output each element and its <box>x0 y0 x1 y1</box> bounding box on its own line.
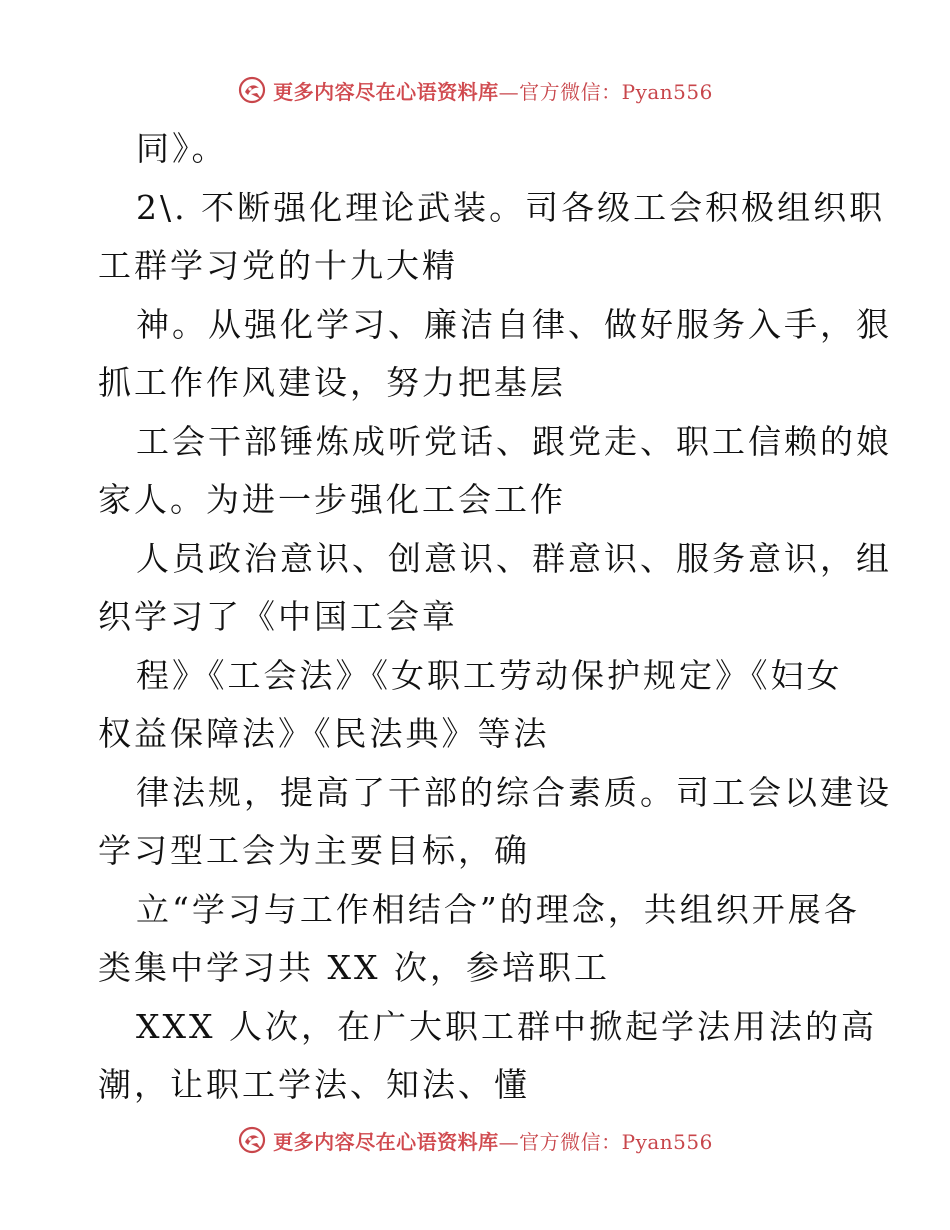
header-watermark <box>0 70 950 110</box>
text-line: 类集中学习共 XX 次，参培职工 <box>98 948 610 987</box>
header-wechat-text: 官方微信：Pyan556 <box>519 79 713 104</box>
footer-watermark <box>0 1120 950 1160</box>
text-line: 工会干部锤炼成听党话、跟党走、职工信赖的娘 <box>136 421 892 461</box>
text-line: XXX 人次，在广大职工群中掀起学法用法的高 <box>136 1006 877 1046</box>
footer-dash: — <box>498 1129 520 1154</box>
text-line: 律法规，提高了干部的综合素质。司工会以建设 <box>136 772 892 812</box>
ribbon-logo-icon <box>237 1125 267 1155</box>
header-watermark-text <box>273 76 713 105</box>
ribbon-logo-icon <box>237 75 267 105</box>
text-line: 2\. 不断强化理论武装。司各级工会积极组织职 <box>136 187 886 227</box>
text-line: 潮，让职工学法、知法、懂 <box>98 1065 530 1104</box>
text-line: 家人。为进一步强化工会工作 <box>98 480 566 519</box>
header-brand-text: 更多内容尽在心语资料库 <box>273 79 499 104</box>
text-line: 学习型工会为主要目标，确 <box>98 831 530 870</box>
footer-wechat-text: 官方微信：Pyan556 <box>519 1129 713 1154</box>
header-dash: — <box>498 79 520 104</box>
document-body <box>98 120 892 1115</box>
footer-watermark-inner <box>237 1125 713 1155</box>
text-line: 工群学习党的十九大精 <box>98 246 458 285</box>
text-line: 神。从强化学习、廉洁自律、做好服务入手，狠 <box>136 304 892 344</box>
text-line: 程》《工会法》《女职工劳动保护规定》《妇女 <box>136 655 843 695</box>
text-line: 同》。 <box>136 129 228 168</box>
text-line: 抓工作作风建设，努力把基层 <box>98 363 566 402</box>
header-watermark-inner <box>237 75 713 105</box>
text-line: 立“学习与工作相结合”的理念，共组织开展各 <box>136 889 860 929</box>
footer-watermark-text <box>273 1126 713 1155</box>
text-line: 织学习了《中国工会章 <box>98 597 458 636</box>
text-line: 人员政治意识、创意识、群意识、服务意识，组 <box>136 538 892 578</box>
text-line: 权益保障法》《民法典》等法 <box>98 714 550 753</box>
footer-brand-text: 更多内容尽在心语资料库 <box>273 1129 499 1154</box>
